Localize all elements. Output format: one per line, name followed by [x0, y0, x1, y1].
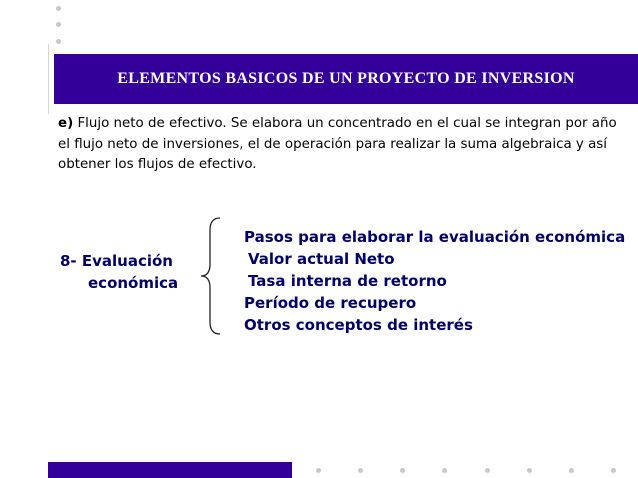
- evaluation-label: [60, 250, 210, 294]
- curly-brace: [198, 216, 224, 336]
- slide-title: ELEMENTOS BASICOS DE UN PROYECTO DE INVERSION: [117, 70, 575, 87]
- title-banner: [54, 54, 638, 104]
- footer-bar: [48, 462, 292, 478]
- decorative-dot: [316, 468, 321, 473]
- decorative-dot: [56, 39, 61, 44]
- paragraph-text: Flujo neto de efectivo. Se elabora un concentrado en el cual se integran por año el flujo neto de inversiones, el de operación para realizar la suma algebraica y así obtener los flujos de efectivo.: [58, 116, 617, 172]
- list-item-irr: Tasa interna de retorno: [248, 272, 447, 290]
- decorative-dot: [527, 468, 532, 473]
- decorative-dot: [56, 22, 61, 27]
- body-paragraph: [58, 114, 618, 176]
- decorative-dot: [400, 468, 405, 473]
- decorative-dot: [569, 468, 574, 473]
- decorative-dot: [611, 468, 616, 473]
- decorative-dot: [485, 468, 490, 473]
- paragraph-prefix: e): [58, 116, 74, 131]
- list-item-npv: Valor actual Neto: [248, 250, 395, 268]
- list-item-payback: Período de recupero: [244, 294, 417, 312]
- decorative-dot: [358, 468, 363, 473]
- decorative-dot: [56, 6, 61, 11]
- decorative-dot: [442, 468, 447, 473]
- list-item-other: Otros conceptos de interés: [244, 316, 473, 334]
- list-item-steps: Pasos para elaborar la evaluación económica: [244, 228, 626, 246]
- evaluation-label-line-1: 8- Evaluación: [60, 252, 173, 270]
- evaluation-label-line-2: económica: [88, 274, 179, 292]
- decorative-rule: [48, 44, 49, 114]
